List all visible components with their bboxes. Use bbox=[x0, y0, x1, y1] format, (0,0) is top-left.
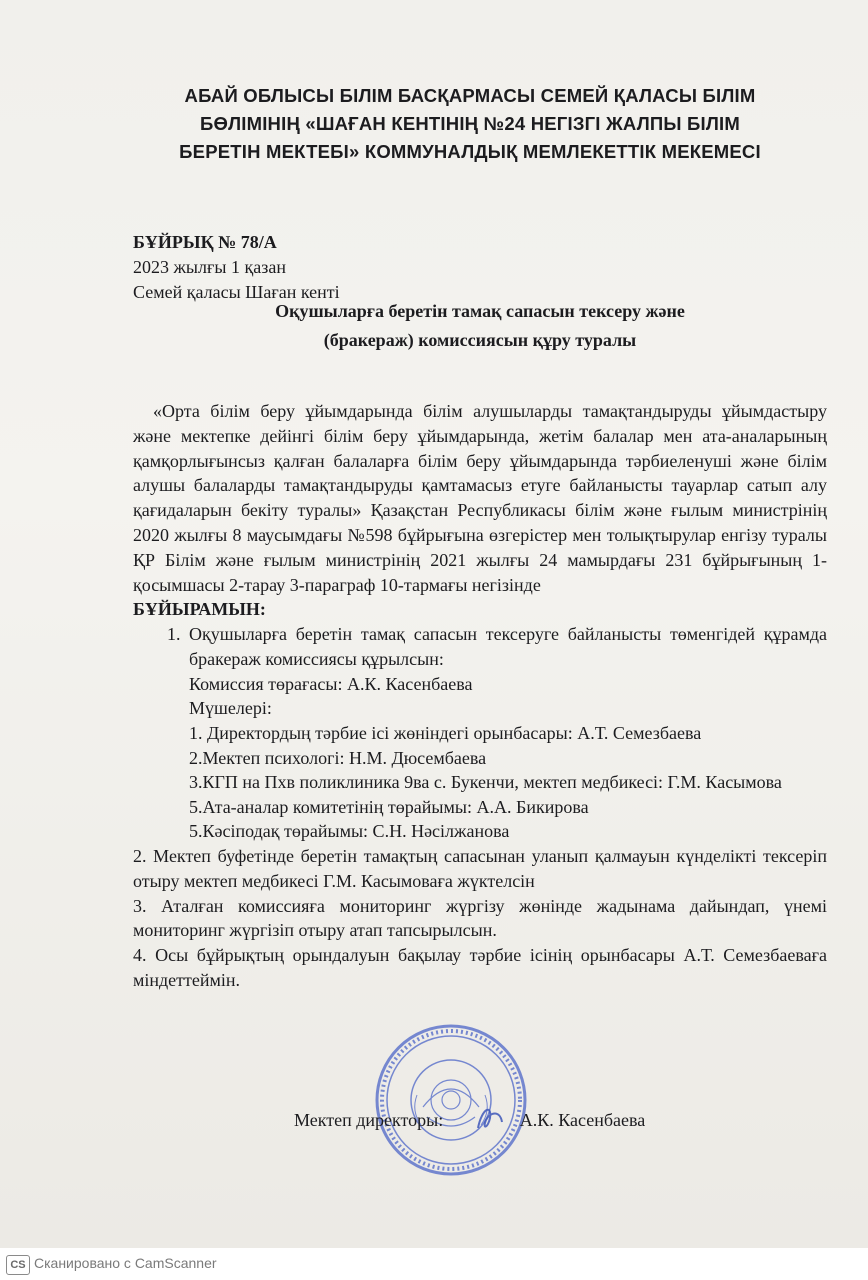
order-body bbox=[133, 399, 827, 993]
order-item-2: 2. Мектеп буфетінде беретін тамақтың сапасынан уланып қалмауын күнделікті тексеріп отыру мектеп медбикесі Г.М. Касымоваға жүктелсін bbox=[133, 845, 827, 891]
commission-chair: Комиссия төрағасы: А.К. Касенбаева bbox=[189, 673, 473, 694]
member-4: 5.Ата-аналар комитетінің төрайымы: А.А. Бикирова bbox=[189, 796, 589, 817]
scanner-footer bbox=[0, 1248, 868, 1280]
camscanner-logo-icon: CS bbox=[6, 1255, 30, 1275]
signature-line bbox=[294, 1110, 645, 1131]
header-line-3: БЕРЕТІН МЕКТЕБІ» КОММУНАЛДЫҚ МЕМЛЕКЕТТІК МЕКЕМЕСІ bbox=[179, 141, 761, 162]
document-header bbox=[120, 82, 820, 166]
order-number: БҰЙРЫҚ № 78/А bbox=[133, 232, 277, 252]
member-5: 5.Кәсіподақ төрайымы: С.Н. Нәсілжанова bbox=[189, 821, 510, 842]
members-label: Мүшелері: bbox=[189, 698, 272, 719]
member-3: 3.КГП на Пхв поликлиника 9ва с. Букенчи, мектеп медбикесі: Г.М. Касымова bbox=[189, 772, 782, 793]
subject-line-1: Оқушыларға беретін тамақ сапасын тексеру және bbox=[275, 301, 685, 321]
scanner-watermark-text: Сканировано с CamScanner bbox=[34, 1255, 217, 1271]
member-2: 2.Мектеп психологі: Н.М. Дюсембаева bbox=[189, 747, 487, 768]
intro-paragraph: «Орта білім беру ұйымдарында білім алушыларды тамақтандыруды ұйымдастыру және мектепке дейінгі білім беру ұйымдарында, жетім балалар мен ата-аналарының қамқорлығынсыз қалған балаларға білім беру ұйымдарында тәрбиеленуші және білім алушы балаларды тамақтандыруды қамтамасыз етуге байланысты тауарлар сатып алу қағидаларын бекіту туралы» Қазақстан Республикасы білім және ғылым министрінің 2020 жылғы 8 маусымдағы №598 бұйрығына өзгерістер мен толықтырулар енгізу туралы ҚР Білім және ғылым министрінің 2021 жылғы 24 мамырдағы 231 бұйрығының 1-қосымшасы 2-тарау 3-параграф 10-тармағы негізінде bbox=[133, 401, 827, 595]
header-line-2: БӨЛІМІНІҢ «ШАҒАН КЕНТІНІҢ №24 НЕГІЗГІ ЖАЛПЫ БІЛІМ bbox=[199, 113, 740, 134]
order-place: Семей қаласы Шаған кенті bbox=[133, 282, 340, 302]
signature-name: А.К. Касенбаева bbox=[519, 1110, 646, 1130]
order-item-3: 3. Аталған комиссияға мониторинг жүргізу жөнінде жадынама дайындап, үнемі мониторинг жүргізіп отыру атап тапсырылсын. bbox=[133, 895, 827, 941]
orders-heading: БҰЙЫРАМЫН: bbox=[133, 599, 266, 620]
commission-list bbox=[133, 672, 827, 844]
order-item-4: 4. Осы бұйрықтың орындалуын бақылау тәрбие ісінің орынбасары А.Т. Семезбаеваға міндеттеймін. bbox=[133, 945, 827, 990]
order-date: 2023 жылғы 1 қазан bbox=[133, 257, 286, 277]
order-item-1 bbox=[185, 622, 827, 672]
signature-title: Мектеп директоры: bbox=[294, 1110, 444, 1130]
header-line-1: АБАЙ ОБЛЫСЫ БІЛІМ БАСҚАРМАСЫ СЕМЕЙ ҚАЛАСЫ БІЛІМ bbox=[184, 85, 756, 106]
member-1: 1. Директордың тәрбие ісі жөніндегі орынбасары: А.Т. Семезбаева bbox=[189, 722, 702, 743]
orders-list bbox=[133, 622, 827, 672]
order-meta bbox=[133, 230, 340, 305]
order-subject bbox=[180, 297, 780, 355]
subject-line-2: (бракераж) комиссиясын құру туралы bbox=[323, 330, 637, 350]
order-item-1-text: Оқушыларға беретін тамақ сапасын тексеруге байланысты төменгідей құрамда бракераж комиссиясы құрылсын: bbox=[189, 624, 827, 669]
